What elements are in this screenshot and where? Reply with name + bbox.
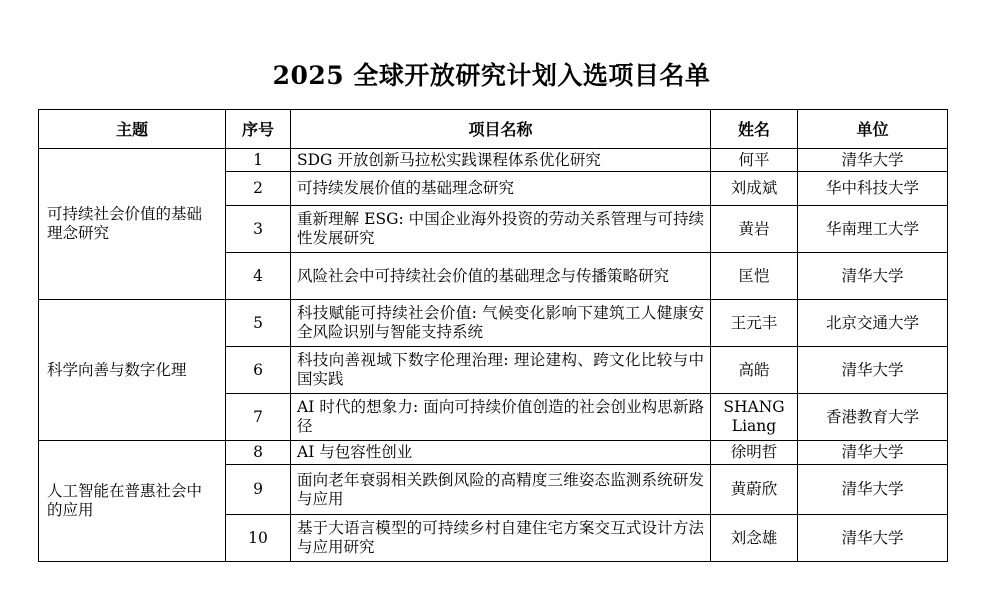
header-project: 项目名称: [291, 110, 711, 149]
row-name: SHANG Liang: [711, 394, 798, 441]
header-name: 姓名: [711, 110, 798, 149]
row-num: 7: [226, 394, 291, 441]
row-unit: 清华大学: [798, 347, 948, 394]
project-table: [38, 109, 948, 562]
header-num: 序号: [226, 110, 291, 149]
row-unit: 北京交通大学: [798, 300, 948, 347]
row-project: 重新理解 ESG: 中国企业海外投资的劳动关系管理与可持续性发展研究: [291, 206, 711, 253]
header-unit: 单位: [798, 110, 948, 149]
row-num: 8: [226, 441, 291, 465]
row-unit: 清华大学: [798, 253, 948, 300]
header-theme: 主题: [39, 110, 226, 149]
row-name: 黄岩: [711, 206, 798, 253]
row-unit: 清华大学: [798, 465, 948, 515]
row-project: 科技赋能可持续社会价值: 气候变化影响下建筑工人健康安全风险识别与智能支持系统: [291, 300, 711, 347]
row-unit: 清华大学: [798, 515, 948, 562]
row-project: AI 时代的想象力: 面向可持续价值创造的社会创业构思新路径: [291, 394, 711, 441]
document-title: 2025 全球开放研究计划入选项目名单: [272, 61, 711, 90]
row-num: 4: [226, 253, 291, 300]
row-project: 可持续发展价值的基础理念研究: [291, 172, 711, 206]
row-name: 王元丰: [711, 300, 798, 347]
row-unit: 清华大学: [798, 149, 948, 172]
table-row: [39, 149, 948, 172]
row-name: 刘念雄: [711, 515, 798, 562]
row-project: 基于大语言模型的可持续乡村自建住宅方案交互式设计方法与应用研究: [291, 515, 711, 562]
row-name: 何平: [711, 149, 798, 172]
row-unit: 华南理工大学: [798, 206, 948, 253]
row-unit: 清华大学: [798, 441, 948, 465]
row-project: 科技向善视域下数字伦理治理: 理论建构、跨文化比较与中国实践: [291, 347, 711, 394]
row-unit: 香港教育大学: [798, 394, 948, 441]
row-project: 面向老年衰弱相关跌倒风险的高精度三维姿态监测系统研发与应用: [291, 465, 711, 515]
row-project: SDG 开放创新马拉松实践课程体系优化研究: [291, 149, 711, 172]
row-num: 5: [226, 300, 291, 347]
row-name: 高皓: [711, 347, 798, 394]
table-header-row: [39, 110, 948, 149]
row-num: 1: [226, 149, 291, 172]
table-row: [39, 300, 948, 347]
row-num: 6: [226, 347, 291, 394]
row-num: 9: [226, 465, 291, 515]
row-project: AI 与包容性创业: [291, 441, 711, 465]
row-num: 10: [226, 515, 291, 562]
row-num: 3: [226, 206, 291, 253]
row-name: 刘成斌: [711, 172, 798, 206]
theme-cell: 人工智能在普惠社会中的应用: [39, 441, 226, 562]
row-project: 风险社会中可持续社会价值的基础理念与传播策略研究: [291, 253, 711, 300]
row-name: 黄蔚欣: [711, 465, 798, 515]
row-unit: 华中科技大学: [798, 172, 948, 206]
theme-cell: 科学向善与数字化理: [39, 300, 226, 441]
row-name: 徐明哲: [711, 441, 798, 465]
row-num: 2: [226, 172, 291, 206]
table-row: [39, 441, 948, 465]
row-name: 匡恺: [711, 253, 798, 300]
theme-cell: 可持续社会价值的基础理念研究: [39, 149, 226, 300]
